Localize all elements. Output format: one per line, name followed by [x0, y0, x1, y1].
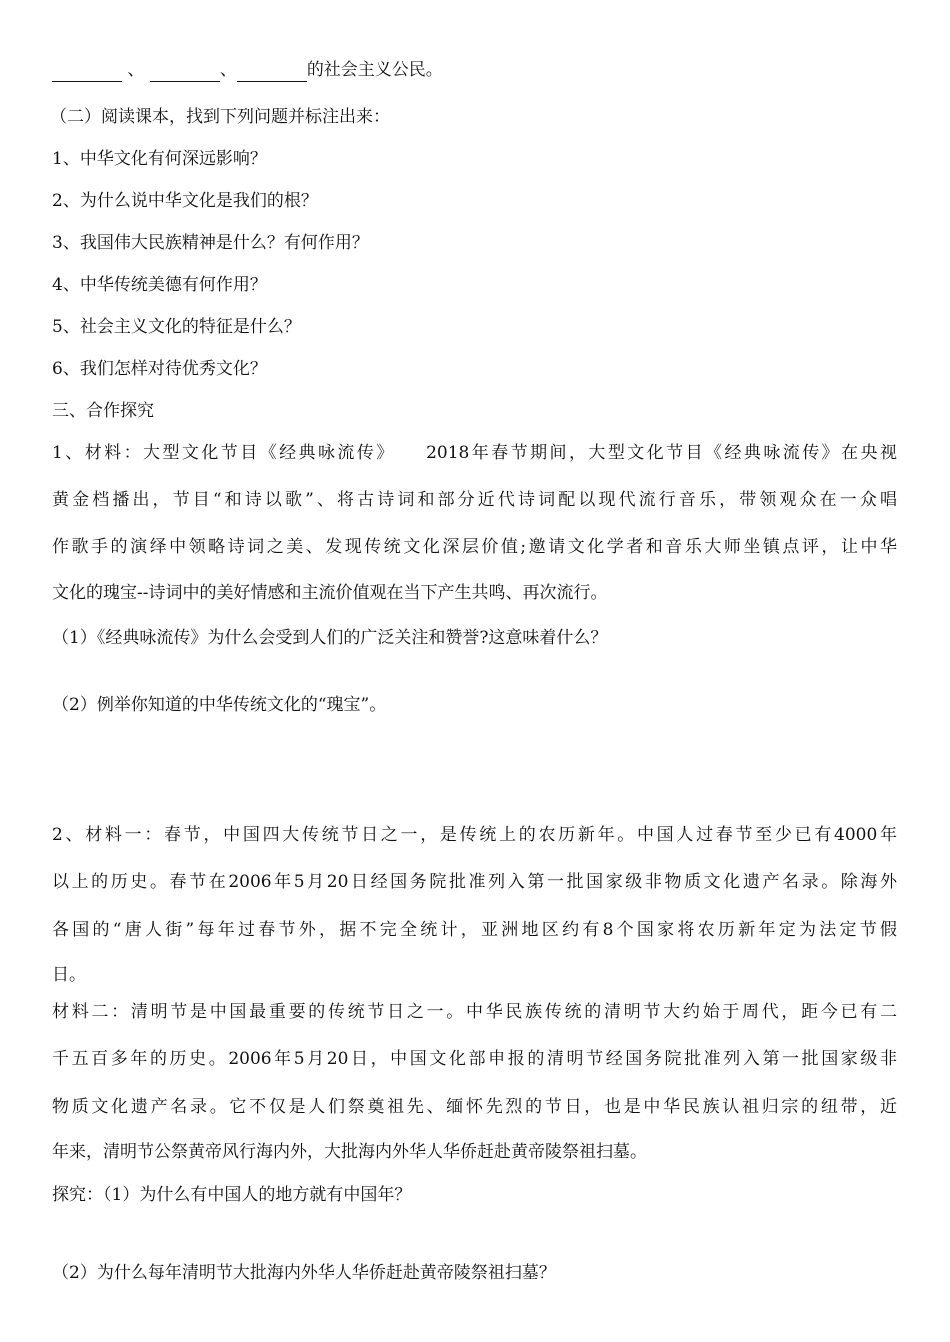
material2-question-1: 探究：（1）为什么有中国人的地方就有中国年？ [52, 1185, 412, 1205]
material2-part1-line-1: 2、材料一：春节，中国四大传统节日之一，是传统上的农历新年。中国人过春节至少已有4000年 [52, 825, 897, 845]
material2-part1-line-4: 日。 [52, 965, 86, 985]
material2-part2-line-3: 物质文化遗产名录。它不仅是人们祭奠祖先、缅怀先烈的节日，也是中华民族认祖归宗的纽带，近 [52, 1097, 897, 1117]
material2-part2-line-4: 年来，清明节公祭黄帝风行海内外，大批海内外华人华侨赶赴黄帝陵祭祖扫墓。 [52, 1142, 647, 1162]
material2-part2-line-2: 千五百多年的历史。2006年5月20日，中国文化部申报的清明节经国务院批准列入第一批国家级非 [52, 1049, 897, 1069]
material1-line-1: 1、材料：大型文化节目《经典咏流传》 2018年春节期间，大型文化节目《经典咏流传》在央视 [52, 443, 897, 463]
blank-2[interactable] [150, 63, 220, 82]
blank-1[interactable] [52, 63, 122, 82]
material2-part1-line-3: 各国的“唐人街”每年过春节外，据不完全统计，亚洲地区约有8个国家将农历新年定为法定节假 [52, 920, 897, 940]
fill-in-tail: 的社会主义公民。 [306, 60, 443, 80]
question-2: 2、为什么说中华文化是我们的根？ [52, 191, 318, 211]
question-6: 6、我们怎样对待优秀文化？ [52, 359, 267, 379]
material2-part1-line-2: 以上的历史。春节在2006年5月20日经国务院批准列入第一批国家级非物质文化遗产名录。除海外 [52, 872, 897, 892]
material2-part2-line-1: 材料二：清明节是中国最重要的传统节日之一。中华民族传统的清明节大约始于周代，距今已有二 [52, 1002, 897, 1022]
material1-line-3: 作歌手的演绎中领略诗词之美、发现传统文化深层价值;邀请文化学者和音乐大师坐镇点评，让中华 [52, 537, 897, 557]
blank-3[interactable] [237, 63, 307, 82]
question-3: 3、我国伟大民族精神是什么？有何作用？ [52, 233, 369, 253]
material1-question-2: （2）例举你知道的中华传统文化的“瑰宝”。 [52, 695, 387, 715]
material2-question-2: （2）为什么每年清明节大批海内外华人华侨赶赴黄帝陵祭祖扫墓？ [52, 1263, 556, 1283]
material1-question-1: （1）《经典咏流传》为什么会受到人们的广泛关注和赞誉?这意味着什么？ [52, 628, 608, 648]
fill-in-line [52, 58, 443, 82]
material1-line-2: 黄金档播出，节目“和诗以歌”、将古诗词和部分近代诗词配以现代流行音乐，带领观众在一众唱 [52, 490, 897, 510]
section2-heading: （二）阅读课本，找到下列问题并标注出来： [50, 107, 390, 127]
section3-heading: 三、合作探究 [52, 401, 154, 421]
question-1: 1、中华文化有何深远影响？ [52, 149, 267, 169]
question-4: 4、中华传统美德有何作用？ [52, 275, 267, 295]
material1-line-4: 文化的瑰宝--诗词中的美好情感和主流价值观在当下产生共鸣、再次流行。 [52, 583, 608, 603]
separator-2: 、 [219, 60, 237, 80]
question-5: 5、社会主义文化的特征是什么？ [52, 317, 301, 337]
separator-1: 、 [122, 60, 145, 80]
